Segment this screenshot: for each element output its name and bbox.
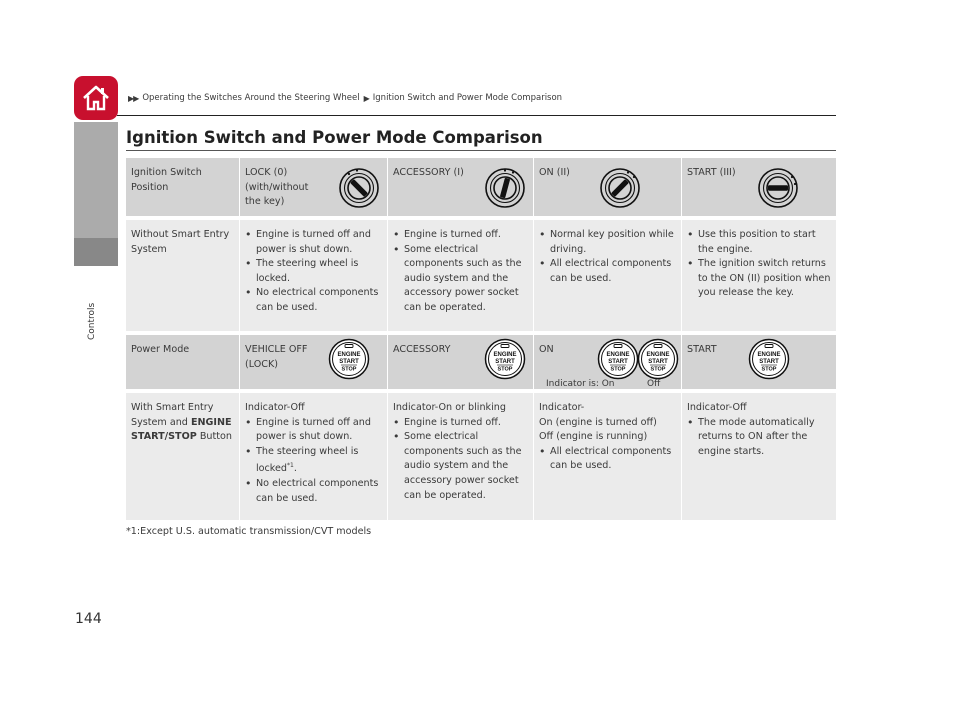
key-knob-accessory-icon xyxy=(483,166,527,210)
key-knob-lock-icon xyxy=(337,166,381,210)
list-item: • The mode automatically returns to ON after the engine starts. xyxy=(687,416,832,460)
cell-start xyxy=(682,220,836,331)
cell-accessory: Indicator-On or blinking • Engine is turned off. • Some electrical components such as the audio system and the accessory power socket can be operated. xyxy=(388,393,534,520)
comparison-table xyxy=(126,158,836,524)
cell-on: ON ENGINE START STOP ENGINE START STOP Indicator is: On Off xyxy=(534,335,682,389)
table-row-without-smart-entry xyxy=(126,220,836,331)
side-tab-marker[interactable] xyxy=(74,238,118,266)
table-row-power-mode xyxy=(126,335,836,389)
svg-text:ENGINE: ENGINE xyxy=(606,352,630,358)
list-item: • No electrical components can be used. xyxy=(245,477,383,506)
svg-text:STOP: STOP xyxy=(497,366,513,373)
list-item: • Engine is turned off. xyxy=(393,228,529,243)
row-header: With Smart Entry System and ENGINE START/STOP Button xyxy=(126,393,240,520)
cell-accessory: ACCESSORY (I) xyxy=(388,158,534,216)
cell-on: ON (II) xyxy=(534,158,682,216)
svg-text:START: START xyxy=(759,359,779,365)
cell-start: Indicator-Off • The mode automatically returns to ON after the engine starts. xyxy=(682,393,836,520)
svg-text:START: START xyxy=(648,359,668,365)
page-number: 144 xyxy=(75,611,102,627)
svg-text:START: START xyxy=(608,359,628,365)
list-item: • All electrical components can be used. xyxy=(539,445,677,474)
svg-text:ENGINE: ENGINE xyxy=(337,352,361,358)
list-item: • All electrical components can be used. xyxy=(539,257,677,286)
breadcrumb-arrow-icon: ▶ xyxy=(363,93,369,103)
home-icon xyxy=(81,84,111,112)
cell-accessory xyxy=(388,220,534,331)
cell-on xyxy=(534,220,682,331)
list-item: • Engine is turned off and power is shut down. xyxy=(245,228,383,257)
cell-vehicle-off: Indicator-Off • Engine is turned off and power is shut down. • The steering wheel is locked$^{*1}$. • No electrical components can be used. xyxy=(240,393,388,520)
cell-lock: LOCK (0) (with/without the key) xyxy=(240,158,388,216)
cell-vehicle-off: VEHICLE OFF (LOCK) ENGINE START STOP xyxy=(240,335,388,389)
side-tab-label: Controls xyxy=(87,302,97,340)
key-knob-on-icon xyxy=(598,166,642,210)
list-item: • Engine is turned off. xyxy=(393,416,529,431)
row-header: Ignition Switch Position xyxy=(126,158,240,216)
page-title: Ignition Switch and Power Mode Comparison xyxy=(126,128,543,147)
footnote: *1:Except U.S. automatic transmission/CVT models xyxy=(126,526,372,537)
list-item: • The steering wheel is locked$^{*1}$. xyxy=(245,445,383,477)
home-button[interactable] xyxy=(74,76,118,120)
side-tab-bar xyxy=(74,122,118,238)
cell-start: START (III) xyxy=(682,158,836,216)
list-item: • No electrical components can be used. xyxy=(245,286,383,315)
key-knob-start-icon xyxy=(756,166,800,210)
table-row-with-smart-entry xyxy=(126,393,836,520)
list-item: • The ignition switch returns to the ON (II) position when you release the key. xyxy=(687,257,832,301)
header-rule xyxy=(117,115,836,116)
list-item: • Normal key position while driving. xyxy=(539,228,677,257)
table-row-ignition xyxy=(126,158,836,216)
indicator-label: Indicator is: On Off xyxy=(546,379,661,389)
cell-accessory: ACCESSORY ENGINE START STOP xyxy=(388,335,534,389)
svg-text:STOP: STOP xyxy=(610,366,626,373)
engine-start-stop-icon xyxy=(328,338,370,386)
svg-text:STOP: STOP xyxy=(341,366,357,373)
svg-text:STOP: STOP xyxy=(761,366,777,373)
svg-text:ENGINE: ENGINE xyxy=(757,352,781,358)
engine-start-stop-icon xyxy=(484,338,526,386)
svg-text:START: START xyxy=(339,359,359,365)
cell-lock xyxy=(240,220,388,331)
breadcrumb xyxy=(128,93,562,103)
list-item: • The steering wheel is locked. xyxy=(245,257,383,286)
cell-start: START ENGINE START STOP xyxy=(682,335,836,389)
list-item: • Engine is turned off and power is shut down. xyxy=(245,416,383,445)
list-item: • Some electrical components such as the audio system and the accessory power socket can be operated. xyxy=(393,430,529,503)
breadcrumb-item[interactable]: Operating the Switches Around the Steering Wheel xyxy=(142,93,360,103)
list-item: • Some electrical components such as the audio system and the accessory power socket can be operated. xyxy=(393,243,529,316)
cell-on: Indicator- On (engine is turned off) Off (engine is running) • All electrical components can be used. xyxy=(534,393,682,520)
list-item: • Use this position to start the engine. xyxy=(687,228,832,257)
svg-text:ENGINE: ENGINE xyxy=(646,352,670,358)
svg-text:ENGINE: ENGINE xyxy=(493,352,517,358)
breadcrumb-arrow-icon: ▶▶ xyxy=(128,93,139,103)
breadcrumb-item[interactable]: Ignition Switch and Power Mode Comparison xyxy=(372,93,563,103)
title-rule xyxy=(126,150,836,151)
row-header: Power Mode xyxy=(126,335,240,389)
svg-text:START: START xyxy=(495,359,515,365)
row-header: Without Smart Entry System xyxy=(126,220,240,331)
engine-start-stop-icon xyxy=(748,338,790,386)
svg-text:STOP: STOP xyxy=(650,366,666,373)
